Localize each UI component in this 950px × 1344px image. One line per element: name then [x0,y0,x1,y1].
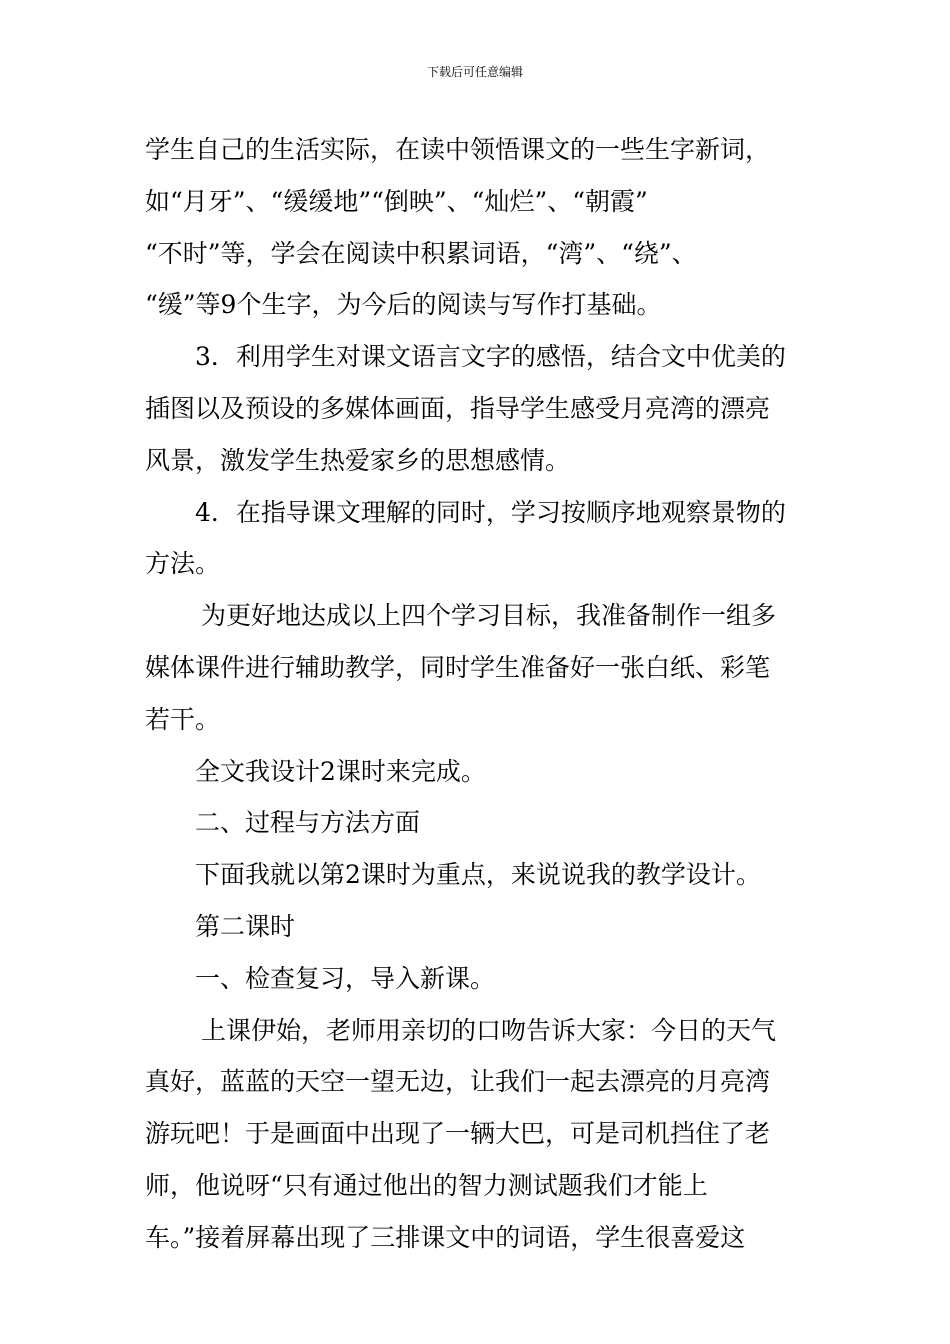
text-line: “不时”等，学会在阅读中积累词语，“湾”、“绕”、 [145,238,697,268]
section-heading: 第二课时 [195,911,296,941]
page-header: 下载后可任意编辑 [426,65,523,79]
section-heading: 二、过程与方法方面 [195,808,421,838]
text-line: 师，他说呀“只有通过他出的智力测试题我们才能上 [145,1170,708,1200]
text-line: 学生自己的生活实际，在读中领悟课文的一些生字新词， [145,135,771,164]
text-line: 4．在指导课文理解的同时，学习按顺序地观察景物的 [195,497,786,527]
text-line: 真好，蓝蓝的天空一望无边，让我们一起去漂亮的月亮湾 [145,1067,771,1097]
text-line: 3．利用学生对课文语言文字的感悟，结合文中优美的 [195,342,786,372]
text-line: 游玩吧！于是画面中出现了一辆大巴，可是司机挡住了老 [145,1119,771,1149]
section-heading: 一、检查复习，导入新课。 [195,963,496,993]
text-line: 风景，激发学生热爱家乡的思想感情。 [145,445,571,475]
text-line: 车。”接着屏幕出现了三排课文中的词语，学生很喜爱这 [145,1222,746,1252]
text-line: 插图以及预设的多媒体画面，指导学生感受月亮湾的漂亮 [145,393,771,423]
text-line: 为更好地达成以上四个学习目标，我准备制作一组多 [201,601,777,631]
text-line: 媒体课件进行辅助教学，同时学生准备好一张白纸、彩笔 [145,652,771,682]
text-line: “缓”等9个生字，为今后的阅读与写作打基础。 [145,290,662,320]
text-line: 方法。 [145,549,221,579]
text-line: 如“月牙”、“缓缓地”“倒映”、“灿烂”、“朝霞” [145,186,648,216]
text-line: 若干。 [145,704,221,734]
text-line: 下面我就以第2课时为重点，来说说我的教学设计。 [195,860,761,890]
document-body [145,124,810,1264]
text-line: 上课伊始，老师用亲切的口吻告诉大家：今日的天气 [201,1015,777,1045]
text-line: 全文我设计2课时来完成。 [195,756,486,786]
